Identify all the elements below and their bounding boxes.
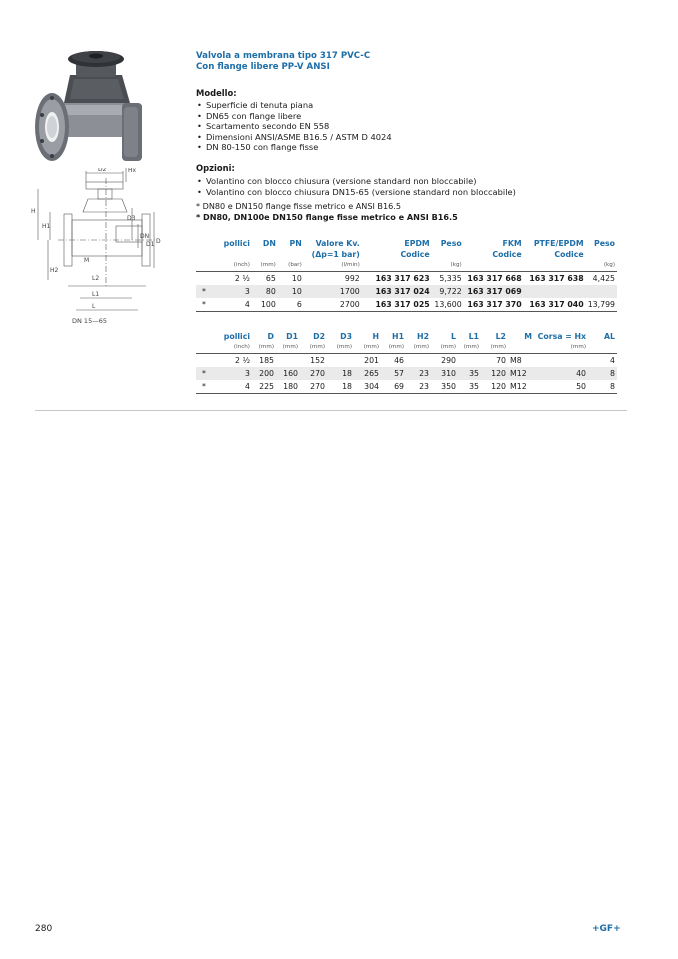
table-cell: M12	[508, 367, 534, 380]
header-cell: Corsa = Hx	[537, 332, 586, 341]
table-cell: 18	[327, 367, 354, 380]
header-cell: D2	[313, 332, 325, 341]
unit-cell: (mm)	[413, 344, 429, 350]
drawing-caption: DN 15—65	[72, 317, 107, 325]
table-cell: 120	[481, 367, 508, 380]
header-cell	[252, 249, 278, 260]
list-item: • Volantino con blocco chiusura DN15-65 (versione standard non bloccabile)	[196, 187, 516, 198]
unit-cell	[464, 260, 524, 272]
header-cell: H2	[417, 332, 429, 341]
table-row	[196, 272, 617, 285]
unit-cell: (bar)	[288, 262, 302, 268]
table-cell: 163 317 024	[362, 285, 432, 298]
header-cell	[212, 249, 252, 260]
row-mark	[196, 272, 212, 285]
header-cell: (Δp=1 bar)	[311, 250, 360, 259]
header-cell: D1	[286, 332, 298, 341]
header-cell	[432, 249, 464, 260]
unit-cell	[508, 342, 534, 354]
table-cell: 10	[291, 274, 302, 283]
table-cell: 163 317 040	[524, 298, 586, 312]
row-mark: *	[196, 380, 212, 394]
table-cell	[458, 354, 481, 367]
table-cell: 992	[344, 274, 360, 283]
table-cell: 1700	[304, 285, 362, 298]
table-cell: 200	[252, 367, 276, 380]
table-row	[196, 354, 617, 367]
label-d2: D2	[98, 168, 107, 173]
label-h: H	[31, 208, 36, 215]
valve-photo	[30, 45, 155, 165]
table-cell: 8	[588, 380, 617, 394]
unit-cell: (kg)	[450, 262, 462, 268]
header-cell: H1	[392, 332, 404, 341]
list-item: • DN65 con flange libere	[196, 111, 392, 122]
table-cell: 80	[252, 285, 278, 298]
table-cell: 163 317 668	[467, 274, 522, 283]
page-number: 280	[35, 924, 53, 934]
table-cell: 201	[364, 356, 379, 365]
label-l2: L2	[92, 275, 100, 282]
table-cell: 46	[394, 356, 404, 365]
label-d1: D1	[146, 241, 155, 248]
product-title	[196, 51, 370, 73]
table-cell: 2700	[304, 298, 362, 312]
label-l: L	[92, 303, 96, 310]
table-cell: 4	[212, 298, 252, 312]
table-cell	[534, 354, 588, 367]
header-cell	[196, 331, 212, 342]
table-cell	[524, 285, 586, 298]
title-line: Valvola a membrana tipo 317 PVC-C	[196, 51, 371, 61]
notes	[196, 201, 458, 222]
table-cell: 350	[431, 380, 458, 394]
unit-cell: (mm)	[363, 344, 379, 350]
table-row	[196, 298, 617, 312]
unit-cell	[362, 260, 432, 272]
table-cell: 304	[354, 380, 381, 394]
dimension-drawing	[28, 168, 163, 328]
unit-cell: (kg)	[603, 262, 615, 268]
unit-cell: (inch)	[233, 344, 250, 350]
header-cell: L1	[468, 332, 479, 341]
unit-cell	[196, 342, 212, 354]
table-cell: 185	[259, 356, 274, 365]
table-cell: 163 317 370	[464, 298, 524, 312]
note-bold: * DN80, DN100e DN150 flange fisse metrico e ANSI B16.5	[196, 211, 458, 222]
header-cell: PN	[289, 239, 302, 248]
table-row	[196, 285, 617, 298]
header-cell: L2	[495, 332, 506, 341]
table-cell: 163 317 025	[362, 298, 432, 312]
table-row	[196, 380, 617, 394]
table-cell: 65	[265, 274, 276, 283]
header-cell: D	[267, 332, 274, 341]
table-cell: 270	[300, 380, 327, 394]
table-cell	[406, 354, 431, 367]
table-cell: 35	[458, 367, 481, 380]
table-cell: 265	[354, 367, 381, 380]
table-cell: 163 317 638	[529, 274, 584, 283]
table-cell: 70	[496, 356, 506, 365]
list-item: • Dimensioni ANSI/ASME B16.5 / ASTM D 4024	[196, 132, 392, 143]
title-line: Con flange libere PP-V ANSI	[196, 62, 330, 72]
header-cell: DN	[262, 239, 276, 248]
options-list	[196, 176, 516, 197]
header-cell: PTFE/EPDM	[533, 239, 584, 248]
table-cell: 13,600	[432, 298, 464, 312]
header-row	[196, 238, 617, 249]
header-cell	[196, 238, 212, 249]
header-cell: AL	[603, 332, 615, 341]
table-cell: 225	[252, 380, 276, 394]
header-cell: FKM	[502, 239, 522, 248]
row-mark: *	[196, 367, 212, 380]
table-cell: 57	[381, 367, 406, 380]
table-cell: 100	[252, 298, 278, 312]
table-cell: 4	[212, 380, 252, 394]
gf-logo: +GF+	[592, 924, 621, 934]
header-cell: Peso	[440, 239, 462, 248]
table-cell: 35	[458, 380, 481, 394]
unit-cell: (mm)	[570, 344, 586, 350]
header-cell	[278, 249, 304, 260]
header-cell: Codice	[400, 250, 430, 259]
table-cell: 10	[278, 285, 304, 298]
unit-cell: (mm)	[336, 344, 352, 350]
row-mark	[196, 354, 212, 367]
label-hx: Hx	[128, 168, 137, 174]
table-cell: 160	[276, 367, 300, 380]
table-cell: 310	[431, 367, 458, 380]
header-cell: Codice	[554, 250, 584, 259]
divider	[35, 410, 627, 411]
header-cell: D3	[340, 332, 352, 341]
unit-cell: (mm)	[490, 344, 506, 350]
table-cell: 290	[441, 356, 456, 365]
label-l1: L1	[92, 291, 100, 298]
list-item: • Superficie di tenuta piana	[196, 100, 392, 111]
table-cell: 152	[310, 356, 325, 365]
header-row	[196, 331, 617, 342]
unit-cell: (mm)	[309, 344, 325, 350]
header-cell: M	[524, 332, 532, 341]
table-cell: 5,335	[439, 274, 462, 283]
unit-cell: (mm)	[258, 344, 274, 350]
units-row	[196, 342, 617, 354]
unit-cell: (mm)	[388, 344, 404, 350]
unit-cell: (mm)	[440, 344, 456, 350]
unit-cell: (mm)	[463, 344, 479, 350]
table-cell	[586, 285, 617, 298]
table-cell: 180	[276, 380, 300, 394]
unit-cell: (inch)	[233, 262, 250, 268]
label-dn: DN	[140, 233, 150, 240]
options-heading: Opzioni:	[196, 163, 235, 173]
model-list	[196, 100, 392, 153]
unit-cell	[196, 260, 212, 272]
table-cell: 69	[381, 380, 406, 394]
table-cell	[327, 354, 354, 367]
label-d3: D3	[127, 215, 136, 222]
unit-cell: (l/min)	[341, 262, 360, 268]
table-cell: 163 317 069	[464, 285, 524, 298]
model-heading: Modello:	[196, 88, 237, 98]
table-cell: 8	[588, 367, 617, 380]
table-cell: 9,722	[432, 285, 464, 298]
table-cell: 2 ½	[235, 356, 250, 365]
table-cell: 13,799	[586, 298, 617, 312]
dimensions-table	[196, 331, 617, 394]
unit-cell	[588, 342, 617, 354]
header-cell: Valore Kv.	[315, 239, 360, 248]
header-cell	[196, 249, 212, 260]
header-cell: Peso	[594, 239, 615, 248]
header-cell: EPDM	[404, 239, 430, 248]
codes-table	[196, 238, 617, 312]
row-mark: *	[196, 285, 212, 298]
header-cell: L	[451, 332, 456, 341]
table-cell: 40	[534, 367, 588, 380]
label-h1: H1	[42, 223, 51, 230]
label-m: M	[84, 257, 90, 264]
header-row	[196, 249, 617, 260]
table-cell: 3	[212, 367, 252, 380]
unit-cell: (mm)	[260, 262, 276, 268]
table-cell: 4	[610, 356, 615, 365]
label-h2: H2	[50, 267, 59, 274]
table-cell	[276, 354, 300, 367]
row-mark: *	[196, 298, 212, 312]
table-cell: M8	[510, 356, 522, 365]
units-row	[196, 260, 617, 272]
header-cell	[586, 249, 617, 260]
unit-cell	[524, 260, 586, 272]
list-item: • Volantino con blocco chiusura (versione standard non bloccabile)	[196, 176, 516, 187]
table-cell: 120	[481, 380, 508, 394]
header-cell: pollici	[223, 239, 250, 248]
table-row	[196, 367, 617, 380]
note: * DN80 e DN150 flange fisse metrico e ANSI B16.5	[196, 201, 402, 211]
table-cell: 6	[278, 298, 304, 312]
header-cell: H	[372, 332, 379, 341]
table-cell: 270	[300, 367, 327, 380]
table-cell: 3	[212, 285, 252, 298]
header-cell: Codice	[492, 250, 522, 259]
header-cell: pollici	[223, 332, 250, 341]
list-item: • Scartamento secondo EN 558	[196, 121, 392, 132]
table-cell: 23	[406, 380, 431, 394]
table-cell: 163 317 623	[375, 274, 430, 283]
table-cell: 23	[406, 367, 431, 380]
unit-cell: (mm)	[282, 344, 298, 350]
table-cell: 2 ½	[234, 274, 250, 283]
label-d: D	[156, 238, 161, 245]
table-cell: 18	[327, 380, 354, 394]
table-cell: 4,425	[592, 274, 615, 283]
table-cell: M12	[508, 380, 534, 394]
list-item: • DN 80-150 con flange fisse	[196, 142, 392, 153]
table-cell: 50	[534, 380, 588, 394]
